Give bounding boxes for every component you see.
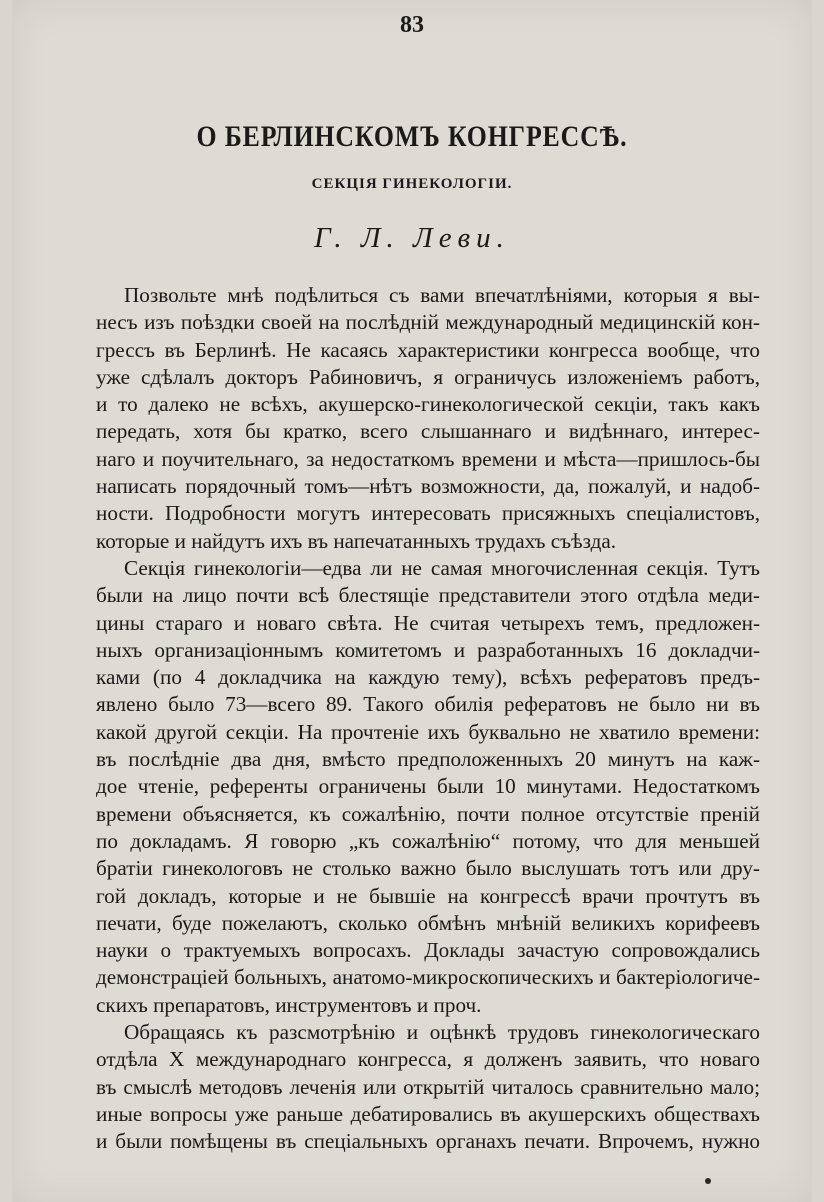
text-line: были на лицо почти всѣ блестящіе представители этого отдѣла меди- — [96, 583, 760, 608]
text-line: иные вопросы уже раньше дебатировались въ акушерскихъ обществахъ — [96, 1101, 760, 1126]
text-line: и были помѣщены въ спеціальныхъ органахъ печати. Впрочемъ, нужно — [96, 1129, 760, 1154]
text-line: какой другой секціи. На прочтеніе ихъ буквально не хватило времени: — [96, 719, 760, 744]
book-page — [12, 0, 812, 1202]
text-line: въ смыслѣ методовъ леченія или открытій читалось сравнительно мало; — [96, 1074, 760, 1099]
text-line: демонстраціей больныхъ, анатомо-микроскопическихъ и бактеріологиче- — [96, 965, 760, 990]
text-line: Обращаясь къ разсмотрѣнію и оцѣнкѣ трудовъ гинекологическаго — [124, 1020, 760, 1045]
article-subtitle: СЕКЦІЯ ГИНЕКОЛОГІИ. — [311, 176, 513, 192]
text-line: по докладамъ. Я говорю „къ сожалѣнію“ потому, что для меньшей — [96, 828, 760, 853]
page-number: 83 — [400, 12, 424, 38]
article-body — [96, 282, 760, 1156]
ink-speck — [705, 1178, 711, 1184]
text-line: братіи гинекологовъ не столько важно было выслушать тотъ или дру- — [96, 856, 760, 881]
text-line: явлено было 73—всего 89. Такого обилія рефератовъ не было ни въ — [96, 692, 760, 717]
text-line: наго и поучительнаго, за недостаткомъ времени и мѣста—пришлось-бы — [96, 446, 760, 471]
text-line: уже сдѣлалъ докторъ Рабиновичъ, я ограничусь изложеніемъ работъ, — [96, 364, 760, 389]
text-line: написать порядочный томъ—нѣтъ возможности, да, пожалуй, и надоб- — [96, 474, 760, 499]
text-line: въ послѣдніе два дня, вмѣсто предположенныхъ 20 минутъ на каж- — [96, 747, 760, 772]
text-line: отдѣла X международнаго конгресса, я долженъ заявить, что новаго — [96, 1047, 760, 1072]
text-line: скихъ препаратовъ, инструментовъ и проч. — [96, 992, 482, 1017]
text-line: науки о трактуемыхъ вопросахъ. Доклады зачастую сопровождались — [96, 938, 760, 963]
text-line: печати, буде пожелаютъ, сколько обмѣнъ мнѣній великихъ корифеевъ — [96, 910, 760, 935]
text-line: передать, хотя бы кратко, всего слышаннаго и видѣннаго, интерес- — [96, 419, 760, 444]
text-line: Секція гинекологіи—едва ли не самая многочисленная секція. Тутъ — [124, 555, 760, 580]
text-line: которые и найдутъ ихъ въ напечатанныхъ трудахъ съѣзда. — [96, 528, 617, 553]
text-line: Позвольте мнѣ подѣлиться съ вами впечатлѣніями, которыя я вы- — [124, 283, 760, 307]
text-line: ками (по 4 докладчика на каждую тему), всѣхъ рефератовъ предъ- — [96, 665, 760, 690]
text-line: цины стараго и новаго свѣта. Не считая четырехъ темъ, предложен- — [96, 610, 760, 635]
text-line: ныхъ организаціоннымъ комитетомъ и разработанныхъ 16 докладчи- — [96, 637, 760, 662]
text-line: времени объясняется, къ сожалѣнію, почти полное отсутствіе преній — [96, 801, 760, 826]
article-author: Г. Л. Леви. — [314, 222, 510, 254]
text-line: грессъ въ Берлинѣ. Не касаясь характеристики конгресса вообще, что — [96, 337, 760, 362]
text-line: гой докладъ, которые и не бывшіе на конгрессѣ врачи прочтутъ въ — [96, 883, 760, 908]
article-title: О БЕРЛИНСКОМЪ КОНГРЕССѢ. — [196, 120, 628, 153]
text-line: дое чтеніе, референты ограничены были 10 минутами. Недостаткомъ — [96, 774, 760, 799]
text-line: ности. Подробности могутъ интересовать присяжныхъ спеціалистовъ, — [96, 501, 760, 526]
text-line: несъ изъ поѣздки своей на послѣдній международный медицинскій кон- — [96, 310, 760, 335]
text-line: и то далеко не всѣхъ, акушерско-гинекологической секціи, такъ какъ — [96, 392, 760, 417]
